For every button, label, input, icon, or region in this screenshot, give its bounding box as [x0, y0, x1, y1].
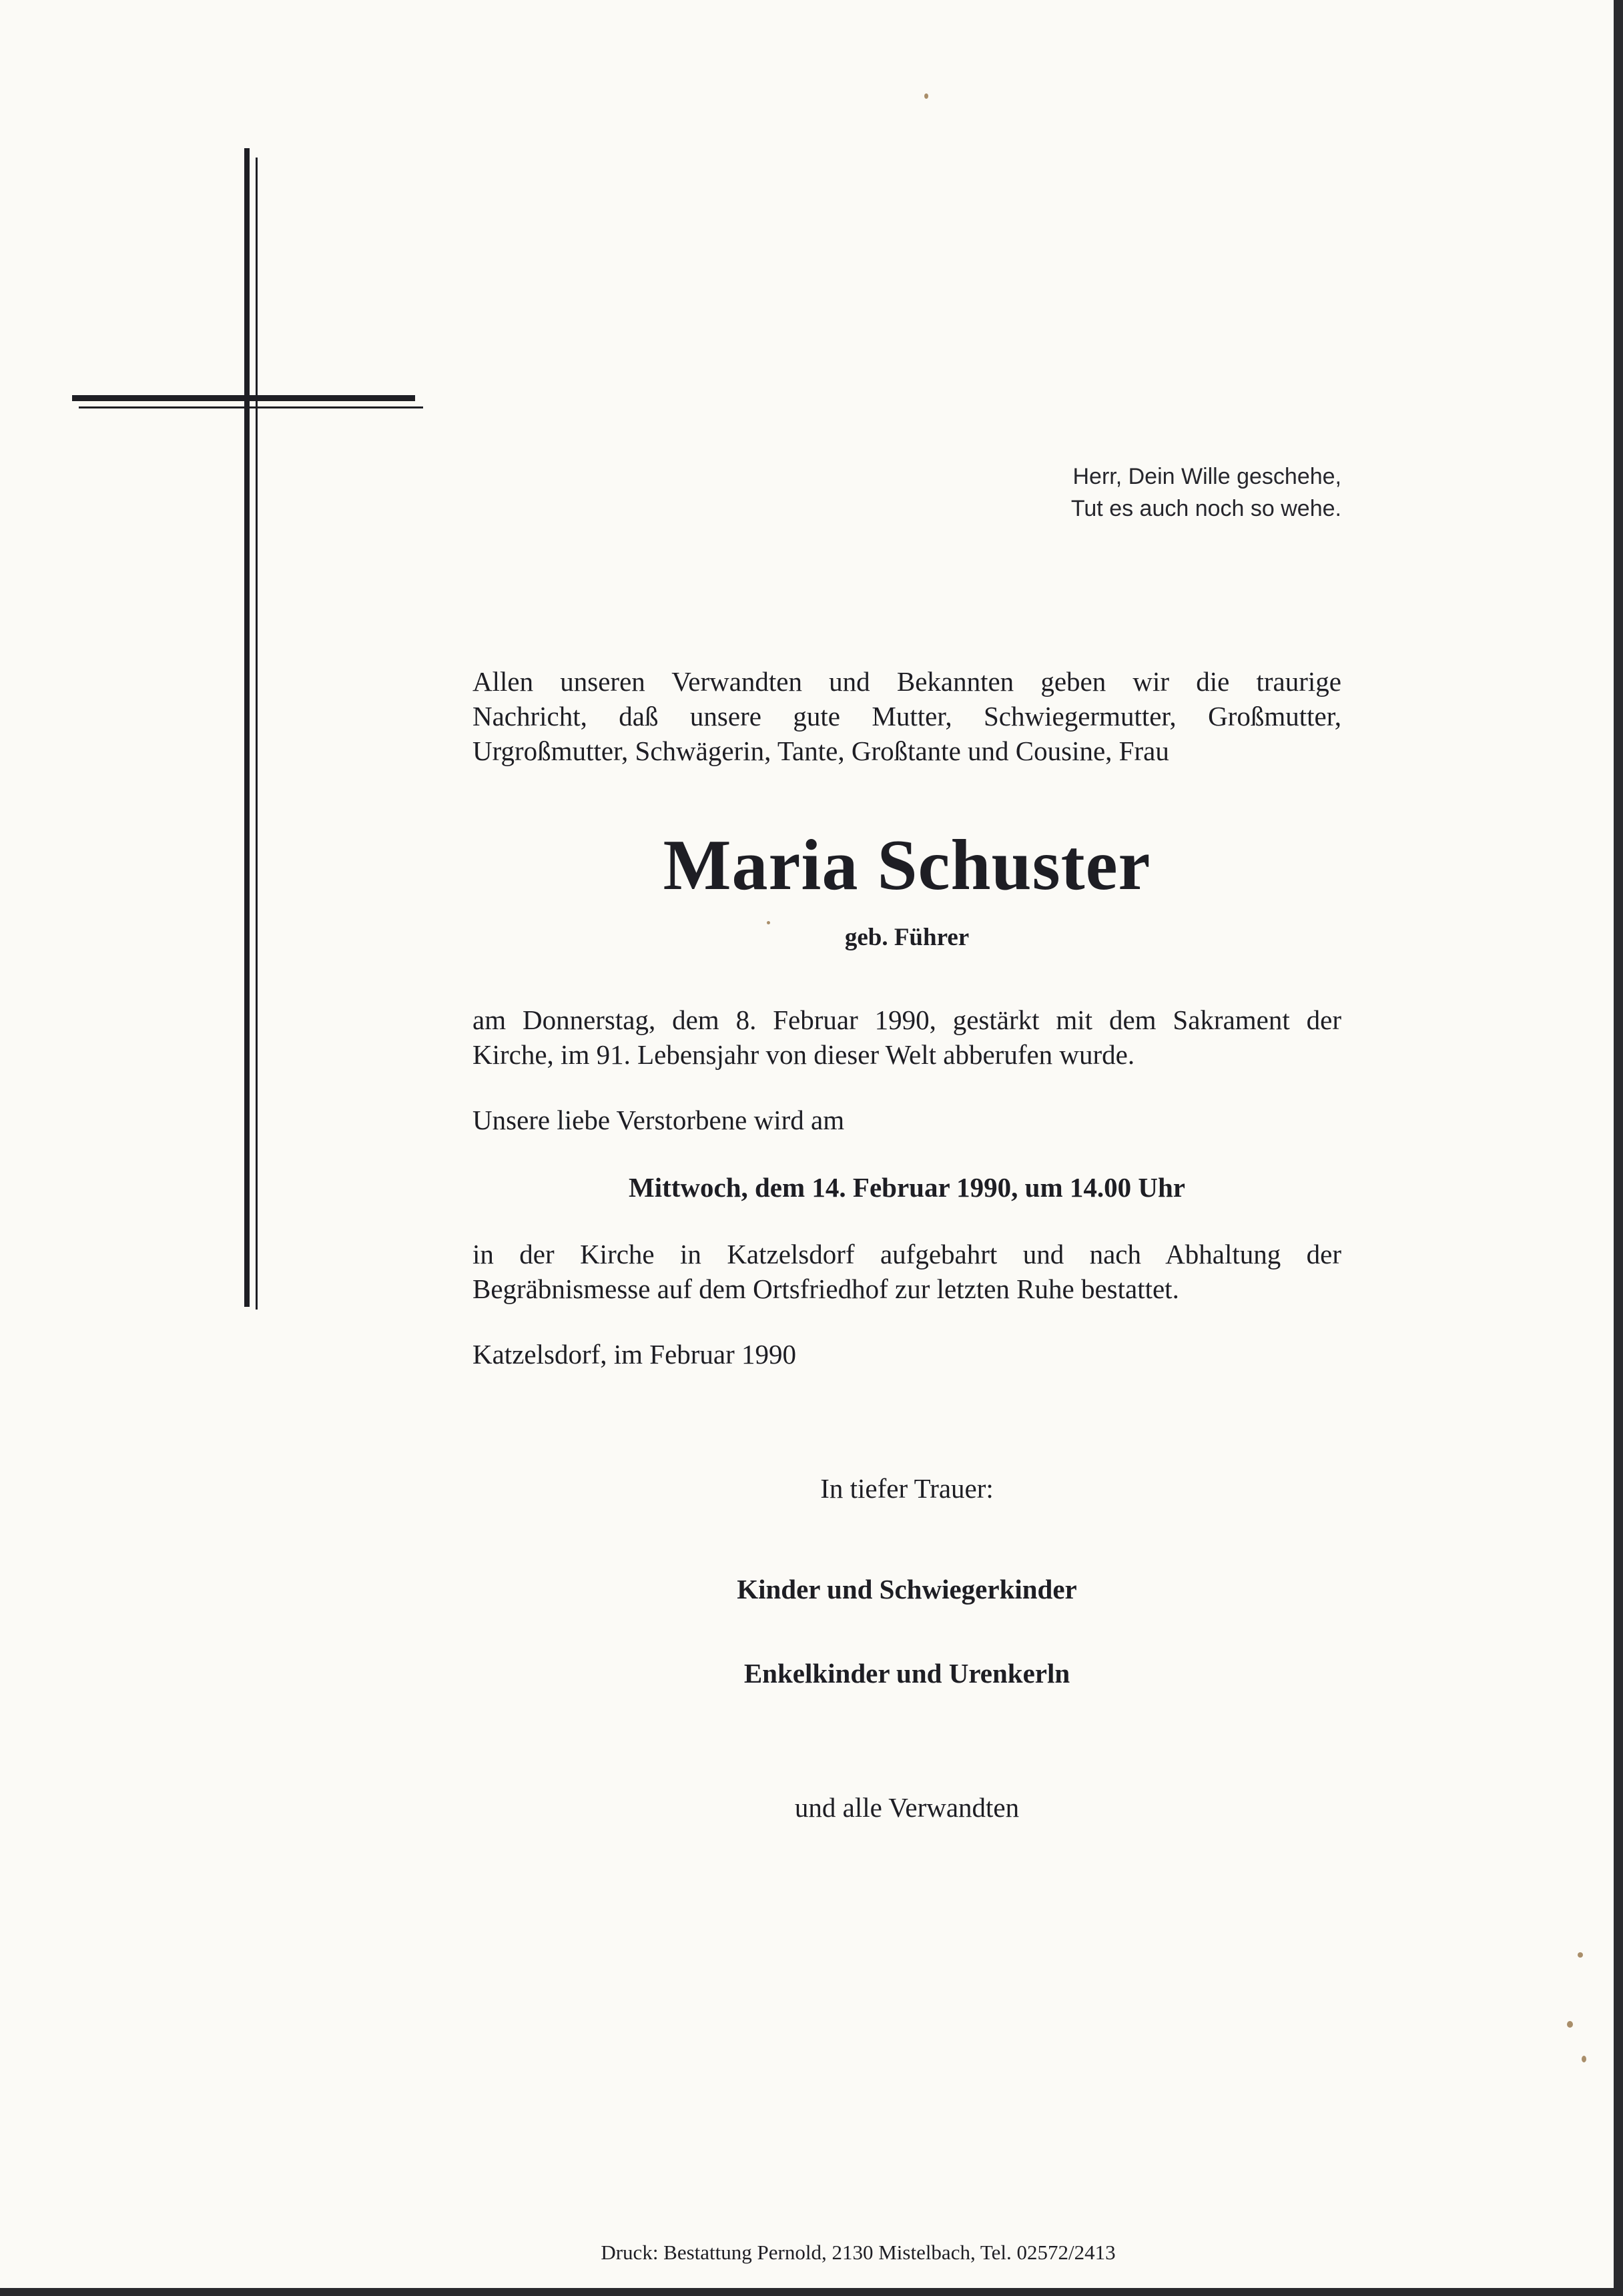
motto-verse: [1071, 461, 1341, 525]
deceased-name: Maria Schuster: [663, 826, 1151, 905]
printer-imprint: Druck: Bestattung Pernold, 2130 Mistelbach, Tel. 02572/2413: [601, 2241, 1116, 2264]
paper-speck: [767, 921, 770, 924]
funeral-paragraph: [472, 1237, 1341, 1306]
deceased-birth-name: geb. Führer: [844, 924, 970, 951]
cross-vertical-bar: [244, 148, 250, 1307]
paper-speck: [1582, 2056, 1586, 2062]
funeral-line-1: in der Kirche in Katzelsdorf aufgebahrt und nach Abhaltung der: [472, 1239, 1341, 1269]
paper-speck: [1578, 1952, 1583, 1958]
intro-line-3: Urgroßmutter, Schwägerin, Tante, Großtante und Cousine, Frau: [472, 736, 1169, 766]
place-date: [472, 1337, 1341, 1372]
mourners-group-relatives: und alle Verwandten: [794, 1792, 1020, 1823]
funeral-date: Mittwoch, dem 14. Februar 1990, um 14.00 Uhr: [629, 1172, 1185, 1203]
cross-vertical-line: [256, 158, 258, 1310]
cross-horizontal-bar: [72, 395, 415, 401]
funeral-intro: [472, 1103, 1341, 1137]
intro-paragraph: [472, 664, 1341, 768]
mourners-group-children: Kinder und Schwiegerkinder: [737, 1574, 1077, 1605]
paper-speck: [924, 93, 928, 99]
intro-line-2: Nachricht, daß unsere gute Mutter, Schwiegermutter, Großmutter,: [472, 701, 1341, 732]
scan-edge-bottom: [0, 2288, 1623, 2296]
mourners-group-grandchildren: Enkelkinder und Urenkerln: [743, 1658, 1070, 1689]
place-date-text: Katzelsdorf, im Februar 1990: [472, 1339, 797, 1370]
funeral-intro-text: Unsere liebe Verstorbene wird am: [472, 1105, 845, 1135]
death-notice-paragraph: [472, 1002, 1341, 1072]
cross-horizontal-line: [79, 406, 423, 408]
paper-speck: [1567, 2021, 1573, 2028]
motto-line-2: Tut es auch noch so wehe.: [1070, 496, 1341, 521]
funeral-line-2: Begräbnismesse auf dem Ortsfriedhof zur letzten Ruhe bestattet.: [472, 1273, 1179, 1304]
motto-line-1: Herr, Dein Wille geschehe,: [1072, 464, 1341, 489]
mourners-heading: In tiefer Trauer:: [820, 1473, 994, 1504]
scan-edge-right: [1614, 0, 1623, 2296]
death-notice-line-2: Kirche, im 91. Lebensjahr von dieser Welt abberufen wurde.: [472, 1039, 1135, 1070]
intro-line-1: Allen unseren Verwandten und Bekannten geben wir die traurige: [472, 666, 1341, 697]
death-notice-line-1: am Donnerstag, dem 8. Februar 1990, gestärkt mit dem Sakrament der: [472, 1005, 1341, 1035]
